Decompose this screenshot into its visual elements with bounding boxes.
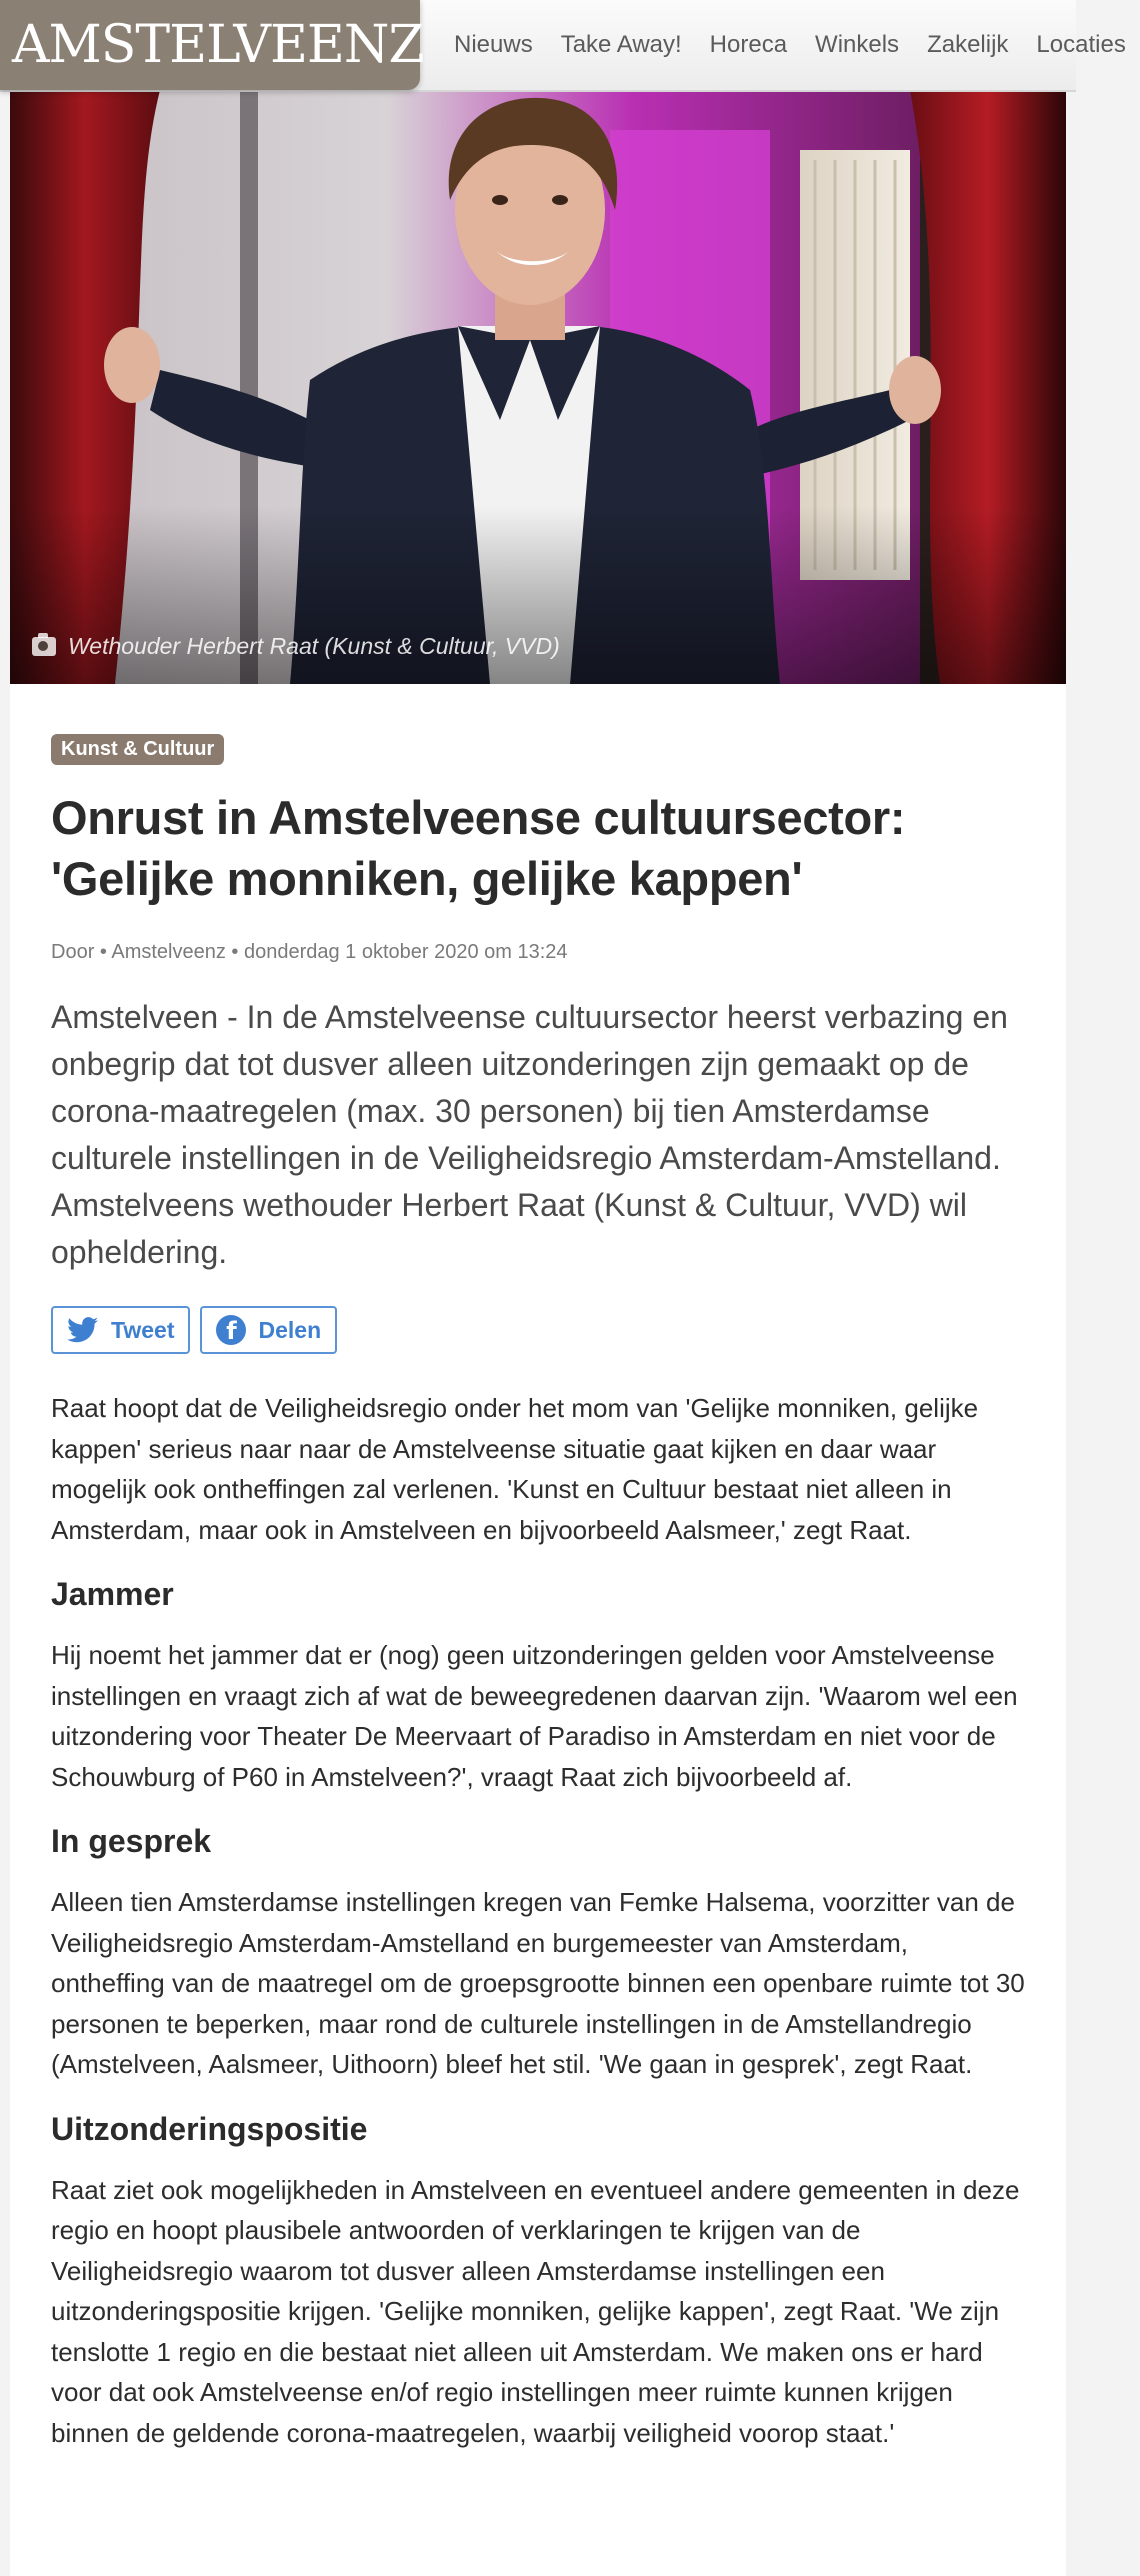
- nav-item-zakelijk[interactable]: Zakelijk: [927, 31, 1009, 58]
- logo-text[interactable]: AMSTELVEENZ: [12, 15, 424, 75]
- main-nav: [440, 0, 1140, 90]
- tweet-button[interactable]: [51, 1306, 190, 1354]
- twitter-icon: [67, 1317, 99, 1343]
- section-heading-jammer: Jammer: [51, 1576, 174, 1612]
- nav-item-take-away[interactable]: Take Away!: [560, 31, 682, 58]
- article-meta: Door • Amstelveenz • donderdag 1 oktober 2020 om 13:24: [51, 941, 568, 963]
- tweet-label: Tweet: [111, 1316, 175, 1343]
- category-badge[interactable]: Kunst & Cultuur: [51, 734, 224, 765]
- hero-photo: [10, 90, 1066, 684]
- article-body: [10, 684, 1066, 2576]
- hero-caption: [32, 633, 560, 660]
- camera-icon: [32, 637, 56, 656]
- article-paragraph-4: Raat ziet ook mogelijkheden in Amstelveen en eventueel andere gemeenten in deze regio en hoopt plausibele antwoorden of verklaringen te krijgen van de Veiligheidsregio waarom tot dusver alleen Amsterdamse instellingen een uitzonderingspositie krijgen. 'Gelijke monniken, gelijke kappen', zegt Raat. 'We zijn tenslotte 1 regio en die bestaat niet alleen uit Amsterdam. We maken ons er hard voor dat ook Amstelveense en/of regio instellingen meer ruimte kunnen krijgen binnen de geldende corona-maatregelen, waarbij veiligheid voorop staat.': [51, 2174, 1020, 2448]
- nav-item-horeca[interactable]: Horeca: [709, 31, 788, 58]
- nav-item-winkels[interactable]: Winkels: [815, 31, 900, 58]
- article-paragraph-3: Alleen tien Amsterdamse instellingen kregen van Femke Halsema, voorzitter van de Veiligheidsregio Amsterdam-Amstelland en burgemeester van Amsterdam, ontheffing van de maatregel om de groepsgrootte binnen een openbare ruimte tot 30 personen te beperken, maar rond de culturele instellingen in de Amstellandregio (Amstelveen, Aalsmeer, Uithoorn) bleef het stil. 'We gaan in gesprek', zegt Raat.: [51, 1887, 1025, 2079]
- facebook-share-label: Delen: [258, 1316, 322, 1343]
- hero-caption-text: Wethouder Herbert Raat (Kunst & Cultuur, VVD): [68, 633, 560, 659]
- facebook-share-button[interactable]: [200, 1306, 337, 1354]
- top-navigation-bar: [0, 0, 1126, 92]
- article-title: [51, 787, 1026, 909]
- share-buttons: [51, 1306, 1026, 1354]
- article-title-line2: 'Gelijke monniken, gelijke kappen': [51, 852, 803, 905]
- section-heading-in-gesprek: In gesprek: [51, 1823, 212, 1859]
- article-lead: Amstelveen - In de Amstelveense cultuursector heerst verbazing en onbegrip dat tot dusver alleen uitzonderingen zijn gemaakt op de corona-maatregelen (max. 30 personen) bij tien Amsterdamse culturele instellingen in de Veiligheidsregio Amsterdam-Amstelland. Amstelveens wethouder Herbert Raat (Kunst & Cultuur, VVD) wil opheldering.: [51, 999, 1008, 1270]
- article-paragraph-1: Raat hoopt dat de Veiligheidsregio onder het mom van 'Gelijke monniken, gelijke kappen' serieus naar naar de Amstelveense situatie gaat kijken en daar waar mogelijk ook ontheffingen zal verlenen. 'Kunst en Cultuur bestaat niet alleen in Amsterdam, maar ook in Amstelveen en bijvoorbeeld Aalsmeer,' zegt Raat.: [51, 1393, 979, 1545]
- facebook-icon: f: [216, 1315, 246, 1345]
- nav-item-locaties[interactable]: Locaties: [1036, 31, 1126, 58]
- site-logo[interactable]: [0, 0, 424, 90]
- nav-item-nieuws[interactable]: Nieuws: [454, 31, 533, 58]
- article-title-line1: Onrust in Amstelveense cultuursector:: [51, 791, 906, 844]
- article-paragraph-2: Hij noemt het jammer dat er (nog) geen uitzonderingen gelden voor Amstelveense instellingen en vraagt zich af wat de beweegredenen daarvan zijn. 'Waarom wel een uitzondering voor Theater De Meervaart of Paradiso in Amsterdam en niet voor de Schouwburg of P60 in Amstelveen?', vraagt Raat zich bijvoorbeeld af.: [51, 1640, 1018, 1792]
- section-heading-uitzonderingspositie: Uitzonderingspositie: [51, 2110, 368, 2147]
- hero-image: [10, 90, 1066, 684]
